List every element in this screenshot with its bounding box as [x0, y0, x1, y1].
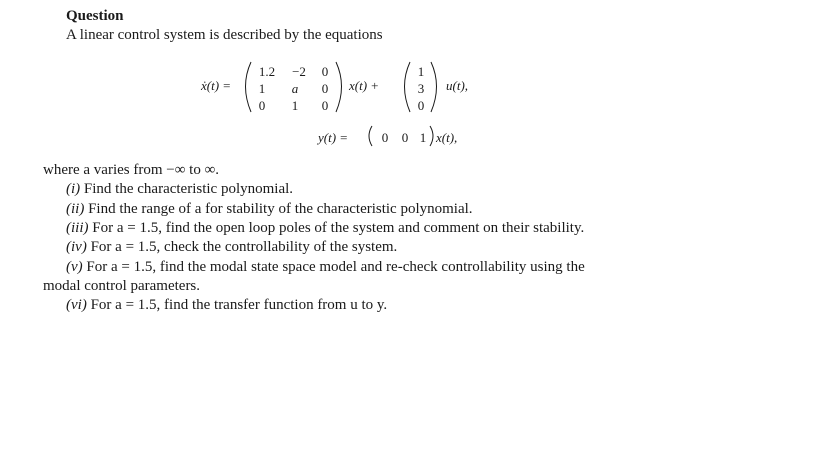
row-c-cell: 0 — [381, 130, 389, 145]
vector-b-cell: 0 — [417, 98, 425, 113]
part-v — [66, 259, 585, 276]
part-text: modal control parameters. — [43, 278, 201, 294]
part-iv — [66, 239, 397, 256]
part-text: For a = 1.5, find the open loop poles of the system and comment on their stability. — [92, 220, 585, 236]
range-text: where a varies from −∞ to ∞. — [43, 162, 220, 178]
vector-b-right-paren — [431, 62, 437, 112]
part-label: (iv) — [66, 239, 87, 255]
part-label: (vi) — [66, 297, 87, 313]
matrix-a-right-paren — [336, 62, 342, 112]
matrix-a-cell: 0 — [321, 64, 329, 79]
vector-b-left-paren — [405, 62, 411, 112]
part-v-continued — [43, 278, 200, 295]
state-lhs: ẋ(t) = — [201, 78, 232, 93]
matrix-a-left-paren — [246, 62, 252, 112]
vector-b-cell: 3 — [417, 81, 425, 96]
part-label: (i) — [66, 181, 81, 197]
row-c-cell: 1 — [419, 130, 427, 145]
matrix-a-cell: 0 — [258, 98, 266, 113]
part-i — [66, 181, 293, 198]
matrix-a-cell: −2 — [292, 64, 306, 79]
part-text: Find the range of a for stability of the characteristic polynomial. — [88, 201, 473, 217]
output-lhs: y(t) = — [318, 130, 349, 145]
u-term: u(t), — [446, 78, 469, 93]
part-text: For a = 1.5, check the controllability of the system. — [90, 239, 398, 255]
part-label: (v) — [66, 259, 83, 275]
part-vi — [66, 297, 387, 314]
matrix-a-cell: 1 — [291, 98, 299, 113]
matrix-a-cell: a — [291, 81, 299, 96]
matrix-a-cell: 1.2 — [258, 64, 276, 79]
matrix-a-cell: 1 — [258, 81, 266, 96]
vector-b-cell: 1 — [417, 64, 425, 79]
question-heading: Question — [66, 8, 124, 24]
output-x: x(t), — [436, 130, 458, 145]
matrix-a-cell: 0 — [321, 98, 329, 113]
part-label: (iii) — [66, 220, 89, 236]
part-text: For a = 1.5, find the transfer function from u to y. — [90, 297, 388, 313]
part-ii — [66, 201, 473, 218]
part-text: Find the characteristic polynomial. — [83, 181, 294, 197]
row-c-right-paren — [430, 126, 433, 146]
part-text: For a = 1.5, find the modal state space model and re-check controllability using the — [86, 259, 585, 275]
state-space-equations — [0, 56, 819, 151]
row-c-cell: 0 — [401, 130, 409, 145]
question-intro: A linear control system is described by the equations — [66, 27, 383, 43]
row-c-left-paren — [369, 126, 372, 146]
part-iii — [66, 220, 584, 237]
x-term: x(t) + — [349, 78, 380, 93]
matrix-a-cell: 0 — [321, 81, 329, 96]
part-label: (ii) — [66, 201, 85, 217]
